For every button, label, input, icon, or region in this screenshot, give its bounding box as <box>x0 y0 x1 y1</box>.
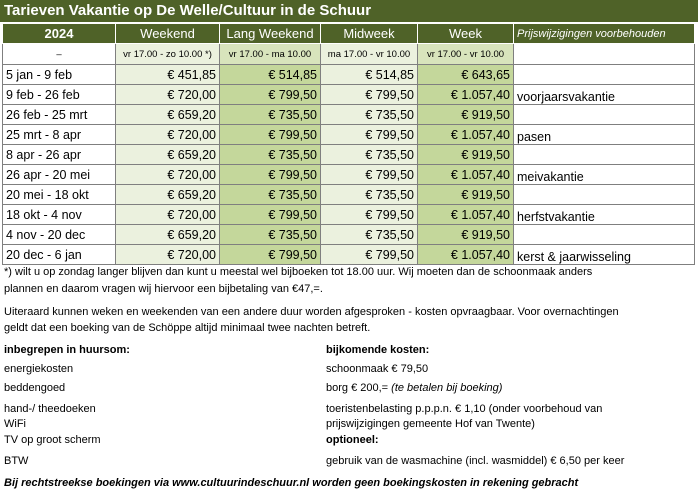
weekend-price: € 720,00 <box>116 85 220 105</box>
weekend-price: € 659,20 <box>116 185 220 205</box>
table-row <box>3 85 695 105</box>
table-subheader-row <box>3 44 695 65</box>
remark-cell: voorjaarsvakantie <box>514 85 695 105</box>
table-row <box>3 165 695 185</box>
remark-cell <box>514 225 695 245</box>
lang-weekend-price: € 514,85 <box>220 65 321 85</box>
rates-table <box>2 23 695 265</box>
midweek-price: € 799,50 <box>321 205 418 225</box>
tourist-tax-line-1: toeristenbelasting p.p.p.n. € 1,10 (onder voorbehoud van <box>326 403 603 415</box>
remark-cell <box>514 145 695 165</box>
period-cell: 18 okt - 4 nov <box>3 205 116 225</box>
week-price: € 1.057,40 <box>418 205 514 225</box>
weekend-price: € 659,20 <box>116 105 220 125</box>
lang-weekend-price: € 735,50 <box>220 105 321 125</box>
period-cell: 8 apr - 26 apr <box>3 145 116 165</box>
weekend-price: € 659,20 <box>116 145 220 165</box>
subheader-week-times: vr 17.00 - vr 10.00 <box>418 44 514 65</box>
header-price-notice: Prijswijzigingen voorbehouden <box>514 24 695 44</box>
extra-costs-heading: bijkomende kosten: <box>326 344 430 356</box>
header-week: Week <box>418 24 514 44</box>
week-price: € 1.057,40 <box>418 125 514 145</box>
midweek-price: € 735,50 <box>321 105 418 125</box>
deposit-note: (te betalen bij boeking) <box>391 382 503 394</box>
midweek-price: € 735,50 <box>321 225 418 245</box>
custom-duration-line-2: geldt dat een boeking van de Schöppe altijd minimaal twee nachten betreft. <box>4 322 371 334</box>
subheader-weekend-times: vr 17.00 - zo 10.00 *) <box>116 44 220 65</box>
included-item: TV op groot scherm <box>4 434 101 446</box>
subheader-dash: – <box>3 44 116 65</box>
optional-heading: optioneel: <box>326 434 379 446</box>
footnote-line-1: *) wilt u op zondag langer blijven dan kunt u meestal wel bijboeken tot 18.00 uur. Wij moeten dan de schoonmaak anders <box>4 266 593 278</box>
lang-weekend-price: € 735,50 <box>220 225 321 245</box>
subheader-midweek-times: ma 17.00 - vr 10.00 <box>321 44 418 65</box>
weekend-price: € 451,85 <box>116 65 220 85</box>
included-heading: inbegrepen in huursom: <box>4 344 130 356</box>
table-header-row <box>3 24 695 44</box>
period-cell: 25 mrt - 8 apr <box>3 125 116 145</box>
period-cell: 9 feb - 26 feb <box>3 85 116 105</box>
table-row <box>3 105 695 125</box>
deposit-line <box>326 380 502 396</box>
included-item: energiekosten <box>4 363 74 375</box>
lang-weekend-price: € 799,50 <box>220 125 321 145</box>
period-cell: 20 mei - 18 okt <box>3 185 116 205</box>
remark-cell <box>514 65 695 85</box>
remark-cell <box>514 185 695 205</box>
cleaning-cost: schoonmaak € 79,50 <box>326 363 429 375</box>
week-price: € 919,50 <box>418 145 514 165</box>
midweek-price: € 799,50 <box>321 125 418 145</box>
remark-cell: meivakantie <box>514 165 695 185</box>
week-price: € 1.057,40 <box>418 165 514 185</box>
tourist-tax-line-2: prijswijzigingen gemeente Hof van Twente) <box>326 418 535 430</box>
lang-weekend-price: € 735,50 <box>220 185 321 205</box>
period-cell: 26 apr - 20 mei <box>3 165 116 185</box>
remark-cell <box>514 105 695 125</box>
weekend-price: € 720,00 <box>116 205 220 225</box>
footnote-line-2: plannen en daarom vragen wij hiervoor een bijbetaling van €47,=. <box>4 283 323 295</box>
table-row <box>3 145 695 165</box>
weekend-price: € 659,20 <box>116 225 220 245</box>
booking-footer: Bij rechtstreekse boekingen via www.cultuurindeschuur.nl worden geen boekingskosten in rekening gebracht <box>4 477 579 489</box>
weekend-price: € 720,00 <box>116 245 220 265</box>
deposit-amount: borg € 200,= <box>326 382 389 394</box>
header-lang-weekend: Lang Weekend <box>220 24 321 44</box>
included-item: beddengoed <box>4 382 66 394</box>
midweek-price: € 799,50 <box>321 85 418 105</box>
week-price: € 919,50 <box>418 225 514 245</box>
table-row <box>3 125 695 145</box>
remark-cell: herfstvakantie <box>514 205 695 225</box>
table-row <box>3 205 695 225</box>
remark-cell: kerst & jaarwisseling <box>514 245 695 265</box>
period-cell: 5 jan - 9 feb <box>3 65 116 85</box>
period-cell: 26 feb - 25 mrt <box>3 105 116 125</box>
week-price: € 643,65 <box>418 65 514 85</box>
midweek-price: € 735,50 <box>321 185 418 205</box>
midweek-price: € 799,50 <box>321 245 418 265</box>
table-row <box>3 65 695 85</box>
midweek-price: € 735,50 <box>321 145 418 165</box>
included-item: BTW <box>4 455 29 467</box>
midweek-price: € 799,50 <box>321 165 418 185</box>
week-price: € 919,50 <box>418 105 514 125</box>
subheader-lang-weekend-times: vr 17.00 - ma 10.00 <box>220 44 321 65</box>
page-title: Tarieven Vakantie op De Welle/Cultuur in de Schuur <box>0 0 698 22</box>
weekend-price: € 720,00 <box>116 125 220 145</box>
table-row <box>3 245 695 265</box>
header-year: 2024 <box>3 24 116 44</box>
table-row <box>3 185 695 205</box>
week-price: € 919,50 <box>418 185 514 205</box>
header-weekend: Weekend <box>116 24 220 44</box>
lang-weekend-price: € 799,50 <box>220 165 321 185</box>
custom-duration-line-1: Uiteraard kunnen weken en weekenden van een andere duur worden afgesproken - kosten opvraagbaar. Voor overnachtingen <box>4 306 619 318</box>
midweek-price: € 514,85 <box>321 65 418 85</box>
lang-weekend-price: € 735,50 <box>220 145 321 165</box>
header-midweek: Midweek <box>321 24 418 44</box>
included-item: WiFi <box>4 418 26 430</box>
subheader-empty <box>514 44 695 65</box>
weekend-price: € 720,00 <box>116 165 220 185</box>
week-price: € 1.057,40 <box>418 85 514 105</box>
week-price: € 1.057,40 <box>418 245 514 265</box>
table-row <box>3 225 695 245</box>
lang-weekend-price: € 799,50 <box>220 245 321 265</box>
included-item: hand-/ theedoeken <box>4 403 96 415</box>
remark-cell: pasen <box>514 125 695 145</box>
lang-weekend-price: € 799,50 <box>220 85 321 105</box>
period-cell: 4 nov - 20 dec <box>3 225 116 245</box>
lang-weekend-price: € 799,50 <box>220 205 321 225</box>
washing-machine-cost: gebruik van de wasmachine (incl. wasmiddel) € 6,50 per keer <box>326 455 625 467</box>
period-cell: 20 dec - 6 jan <box>3 245 116 265</box>
